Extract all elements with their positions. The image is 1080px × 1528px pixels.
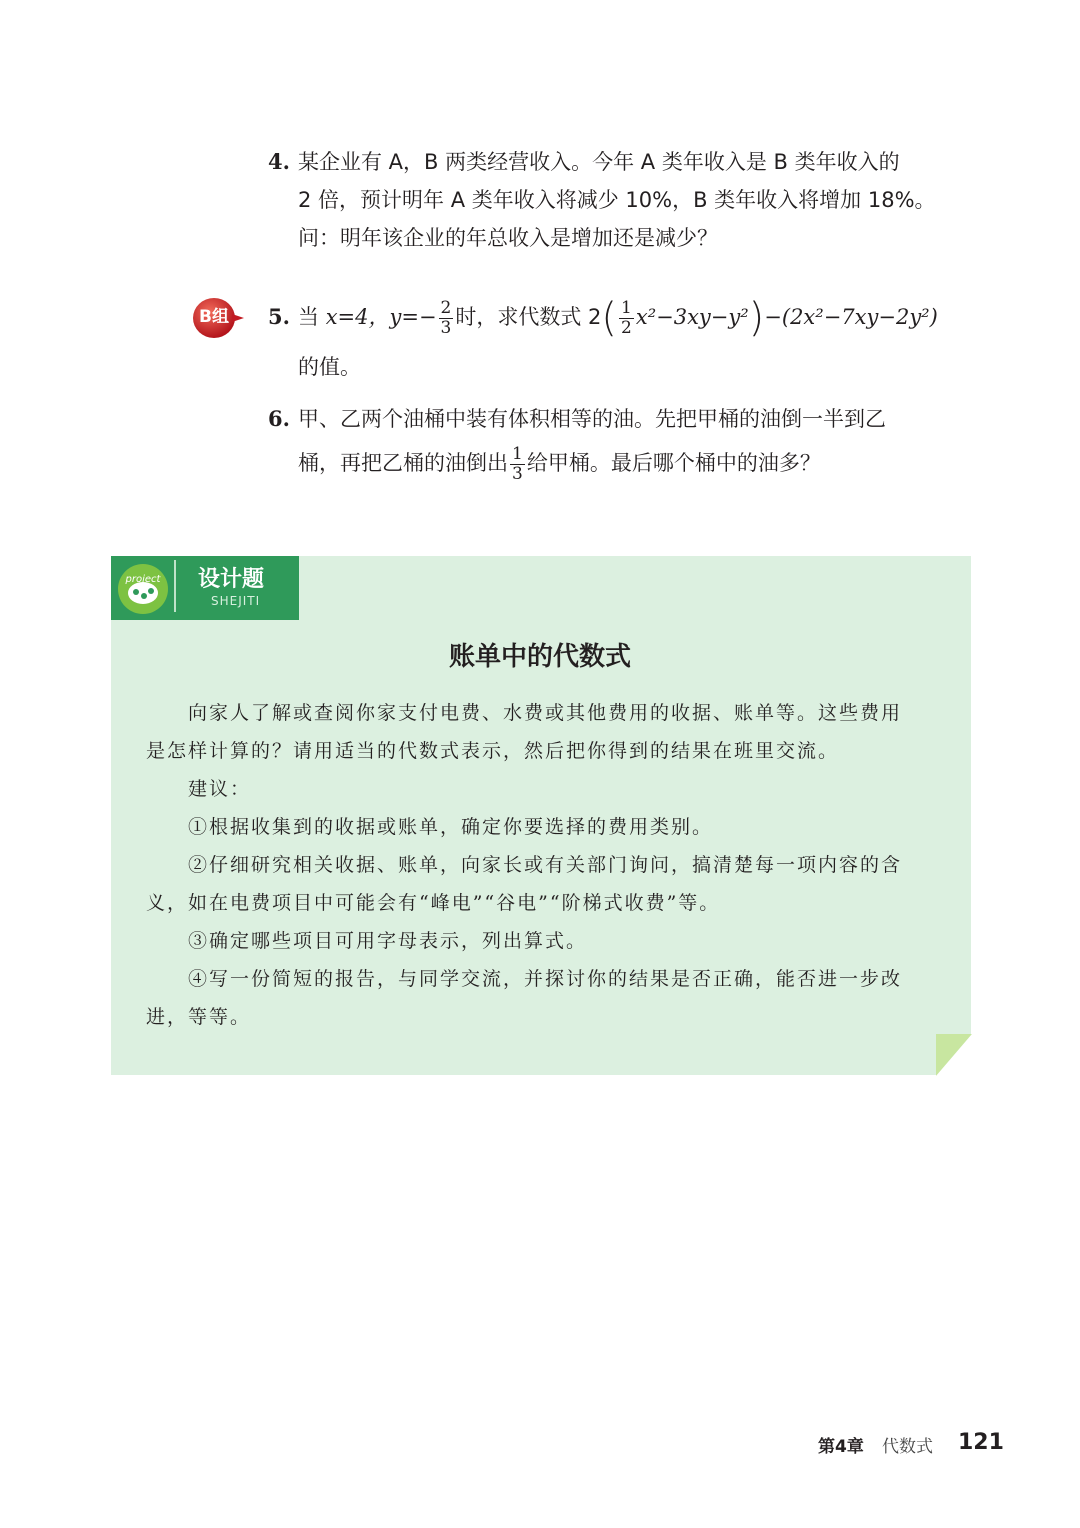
body-line: 是怎样计算的？请用适当的代数式表示，然后把你得到的结果在班里交流。 (146, 740, 840, 762)
body-line: 进，等等。 (146, 1006, 252, 1028)
problem-text: 桶，再把乙桶的油倒出 (298, 451, 508, 475)
body-line: 向家人了解或查阅你家支付电费、水费或其他费用的收据、账单等。这些费用 (188, 702, 903, 724)
problem-line: 甲、乙两个油桶中装有体积相等的油。先把甲桶的油倒一半到乙 (298, 407, 886, 431)
problem-number: 5. (268, 304, 290, 329)
footer-chapter: 第4章 (818, 1437, 864, 1457)
design-body (146, 694, 936, 1036)
paren-left: ( (601, 295, 618, 341)
project-logo-icon (114, 560, 172, 618)
problem-line: 问：明年该企业的年总收入是增加还是减少？ (298, 226, 718, 250)
fraction: $\frac{1}{2}$ (621, 297, 632, 338)
body-line: ②仔细研究相关收据、账单，向家长或有关部门询问，搞清楚每一项内容的含 (188, 854, 903, 876)
page-fold-corner (936, 1034, 972, 1076)
problem-line: 2 倍，预计明年 A 类年收入将减少 10%，B 类年收入将增加 18%。 (298, 188, 936, 212)
design-title: 账单中的代数式 (448, 642, 631, 672)
body-line: ③确定哪些项目可用字母表示，列出算式。 (188, 930, 588, 952)
fraction: $\frac{1}{3}$ (512, 443, 523, 484)
design-tab-title: 设计题 (198, 567, 265, 592)
problem-6 (268, 400, 948, 484)
body-line: 建议： (188, 778, 252, 800)
page-number: 121 (958, 1430, 1004, 1455)
expr-text: 时，求代数式 2 (455, 305, 602, 329)
problem-line: 某企业有 A，B 两类经营收入。今年 A 类年收入是 B 类年收入的 (298, 150, 900, 174)
body-line: ④写一份简短的报告，与同学交流，并探讨你的结果是否正确，能否进一步改 (188, 968, 903, 990)
svg-text:project: project (125, 574, 161, 585)
problem-number: 6. (268, 406, 290, 431)
expr-text: x=4，y=− (325, 305, 437, 329)
body-line: ①根据收集到的收据或账单，确定你要选择的费用类别。 (188, 816, 714, 838)
expr-text: x²−3xy−y² (635, 305, 749, 329)
design-tab-subtitle: SHEJITI (211, 594, 261, 608)
problem-text: 给甲桶。最后哪个桶中的油多？ (526, 451, 821, 475)
body-line: 义，如在电费项目中可能会有“峰电”“谷电”“阶梯式收费”等。 (146, 892, 721, 914)
expr-text: 当 (298, 305, 326, 329)
problem-5 (268, 295, 948, 386)
expr-text: −(2x²−7xy−2y²) (764, 305, 938, 329)
problem-4 (268, 143, 948, 257)
problem-number: 4. (268, 149, 290, 174)
paren-right: ) (748, 295, 765, 341)
group-b-label: B组 (199, 307, 229, 327)
problem-line: 的值。 (298, 355, 361, 379)
fraction: $\frac{2}{3}$ (440, 297, 452, 338)
footer-chapter-name: 代数式 (882, 1437, 933, 1457)
